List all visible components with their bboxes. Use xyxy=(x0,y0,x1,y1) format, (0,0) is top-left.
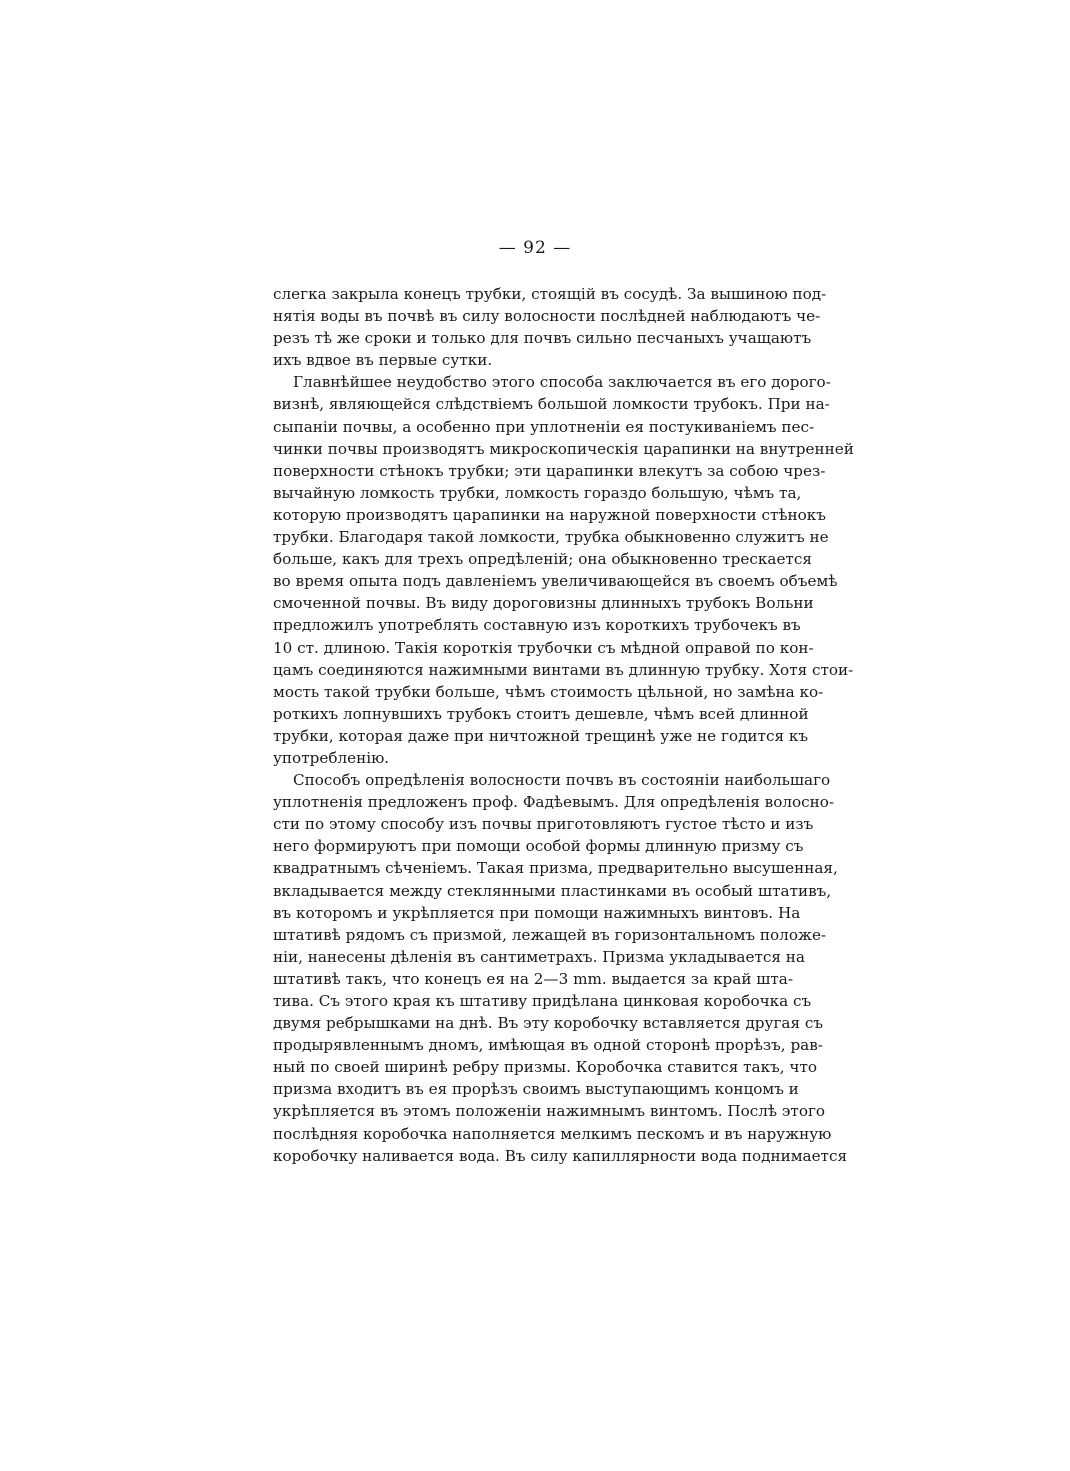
text-line: продырявленнымъ дномъ, имѣющая въ одной сторонѣ прорѣзъ, рав- xyxy=(273,1036,823,1055)
text-line: коробочку наливается вода. Въ силу капиллярности вода поднимается xyxy=(273,1146,848,1165)
text-line: мость такой трубки больше, чѣмъ стоимость цѣльной, но замѣна ко- xyxy=(273,682,824,701)
text-line: употребленiю. xyxy=(273,748,390,767)
text-line: сти по этому способу изъ почвы приготовляютъ густое тѣсто и изъ xyxy=(273,815,814,834)
paragraph xyxy=(273,283,827,371)
paragraph xyxy=(273,371,854,769)
text-line: штативѣ такъ, что конецъ ея на 2—3 mm. выдается за край шта- xyxy=(273,969,793,988)
text-line: которую производятъ царапинки на наружной поверхности стѣнокъ xyxy=(273,505,826,524)
text-line: вычайную ломкость трубки, ломкость гораздо большую, чѣмъ та, xyxy=(273,483,802,502)
text-line: призма входитъ въ ея прорѣзъ своимъ выступающимъ концомъ и xyxy=(273,1080,799,1099)
text-line: поверхности стѣнокъ трубки; эти царапинки влекутъ за собою чрез- xyxy=(273,461,826,480)
text-line: сыпанiи почвы, а особенно при уплотненiи ея постукиванiемъ пес- xyxy=(273,417,815,436)
text-line: трубки, которая даже при ничтожной трещинѣ уже не годится къ xyxy=(273,726,809,745)
text-line: чинки почвы производятъ микроскопическiя царапинки на внутренней xyxy=(273,439,854,458)
text-line: трубки. Благодаря такой ломкости, трубка обыкновенно служитъ не xyxy=(273,528,829,547)
text-line: роткихъ лопнувшихъ трубокъ стоитъ дешевле, чѣмъ всей длинной xyxy=(273,704,809,723)
text-line: нятiя воды въ почвѣ въ силу волосности послѣдней наблюдаютъ че- xyxy=(273,307,821,326)
text-line: нiи, нанесены дѣленiя въ сантиметрахъ. Призма укладывается на xyxy=(273,947,805,966)
text-line: квадратнымъ сѣченiемъ. Такая призма, предварительно высушенная, xyxy=(273,859,838,878)
text-line: тива. Съ этого края къ штативу придѣлана цинковая коробочка съ xyxy=(273,992,812,1010)
text-line: резъ тѣ же сроки и только для почвъ сильно песчаныхъ учащаютъ xyxy=(273,329,812,348)
paragraph xyxy=(273,769,848,1167)
text-line: больше, какъ для трехъ опредѣленiй; она обыкновенно трескается xyxy=(273,550,812,569)
page-number: — 92 — xyxy=(498,238,572,258)
text-line: уплотненiя предложенъ проф. Фадѣевымъ. Для опредѣленiя волосно- xyxy=(273,793,835,812)
text-line: штативѣ рядомъ съ призмой, лежащей въ горизонтальномъ положе- xyxy=(273,925,827,944)
text-line: укрѣпляется въ этомъ положенiи нажимнымъ винтомъ. Послѣ этого xyxy=(273,1102,826,1121)
text-line: во время опыта подъ давленiемъ увеличивающейся въ своемъ объемѣ xyxy=(273,572,838,591)
text-line: него формируютъ при помощи особой формы длинную призму съ xyxy=(273,837,804,856)
text-line: двумя ребрышками на днѣ. Въ эту коробочку вставляется другая съ xyxy=(273,1014,824,1033)
text-line: Способъ опредѣленiя волосности почвъ въ состоянiи наибольшаго xyxy=(293,771,831,790)
text-line: визнѣ, являющейся слѣдствiемъ большой ломкости трубокъ. При на- xyxy=(273,395,830,414)
text-line: ный по своей ширинѣ ребру призмы. Коробочка ставится такъ, что xyxy=(273,1058,818,1077)
text-line: ихъ вдвое въ первые сутки. xyxy=(273,351,493,370)
text-line: предложилъ употреблять составную изъ короткихъ трубочекъ въ xyxy=(273,616,801,635)
text-line: смоченной почвы. Въ виду дороговизны длинныхъ трубокъ Вольни xyxy=(273,594,814,613)
text-line: Главнѣйшее неудобство этого способа заключается въ его дорого- xyxy=(293,373,831,392)
text-line: слегка закрыла конецъ трубки, стоящiй въ сосудѣ. За вышиною под- xyxy=(273,285,827,303)
text-line: 10 ст. длиною. Такiя короткiя трубочки съ мѣдной оправой по кон- xyxy=(273,638,814,657)
body-text xyxy=(273,283,854,1167)
text-line: послѣдняя коробочка наполняется мелкимъ пескомъ и въ наружную xyxy=(273,1124,832,1143)
text-line: вкладывается между стеклянными пластинками въ особый штативъ, xyxy=(273,881,832,900)
text-line: въ которомъ и укрѣпляется при помощи нажимныхъ винтовъ. На xyxy=(273,903,801,922)
text-line: цамъ соединяются нажимными винтами въ длинную трубку. Хотя стои- xyxy=(273,660,854,679)
